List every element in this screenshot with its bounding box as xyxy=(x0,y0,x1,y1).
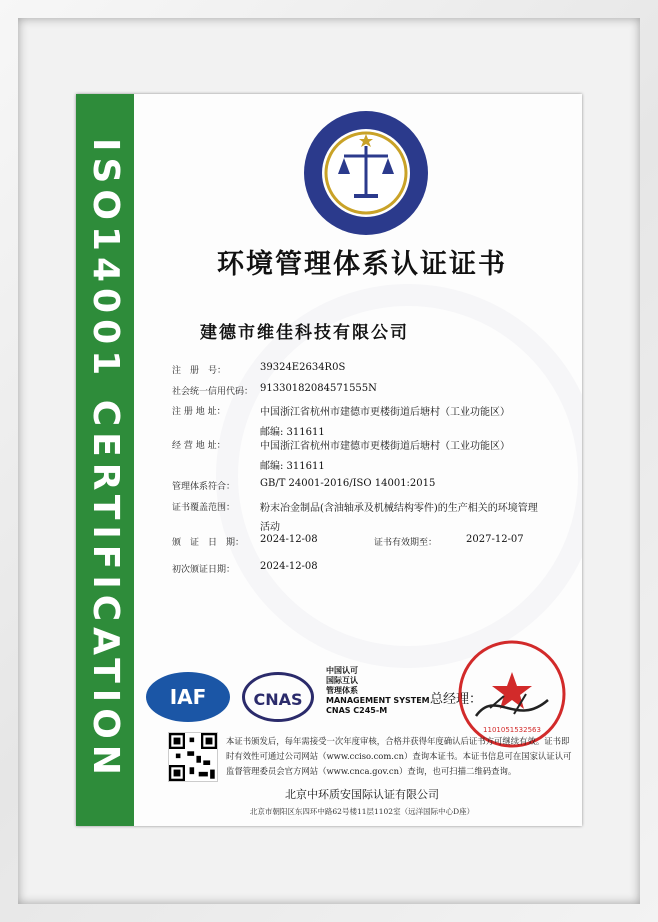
issuer-seal-icon xyxy=(300,108,432,238)
field-label-registration: 注 册 号： xyxy=(172,366,227,376)
iaf-logo: IAF xyxy=(146,672,230,722)
field-label-registered-address: 注 册 地 址： xyxy=(172,407,226,417)
field-value-valid-until: 2027-12-07 xyxy=(466,534,524,545)
field-value-standard: GB/T 24001-2016/ISO 14001:2015 xyxy=(260,478,436,489)
qr-code-icon[interactable] xyxy=(168,732,218,782)
field-value-business-address: 中国浙江省杭州市建德市更楼街道后塘村（工业功能区） xyxy=(260,441,510,452)
cnas-line-4: MANAGEMENT SYSTEM xyxy=(326,696,430,705)
field-label-business-address: 经 营 地 址： xyxy=(172,441,226,451)
general-manager-label: 总经理： xyxy=(430,692,483,707)
field-label-initial-date: 初次颁证日期： xyxy=(172,565,236,575)
issuer-address: 北京市朝阳区东四环中路62号楼11层1102室（远洋国际中心D座） xyxy=(249,807,475,816)
field-label-valid-until: 证书有效期至： xyxy=(374,538,438,548)
certificate-notice: 本证书颁发后，每年需接受一次年度审核，合格并获得年度确认后证书方可继续有效。证书即时有效性可通过公司网站（www.cciso.com.cn）查询本证书。本证书信息可在国家认证认可监督管理委员会官方网站（www.cnca.gov.cn）查询，也可扫描二维码查询。 xyxy=(226,736,572,776)
field-value-scope: 粉末冶金制品(含油轴承及机械结构零件)的生产相关的环境管理 xyxy=(260,503,538,514)
certificate-title: 环境管理体系认证证书 xyxy=(217,249,507,280)
field-label-credit-code: 社会统一信用代码： xyxy=(172,387,254,397)
field-label-scope: 证书覆盖范围： xyxy=(172,503,236,513)
field-value-scope-cont: 活动 xyxy=(260,522,280,533)
field-label-issue-date: 颁 证 日 期： xyxy=(172,538,245,548)
field-value-credit-code: 91330182084571555N xyxy=(260,383,377,394)
cnas-line-5: CNAS C245-M xyxy=(326,706,388,715)
seal-number: 1101051532563 xyxy=(483,726,541,734)
sidebar-text: ISO14001 CERTIFICATION xyxy=(85,138,126,781)
cnas-line-3: 管理体系 xyxy=(326,686,358,695)
field-value-initial-date: 2024-12-08 xyxy=(260,561,318,572)
field-value-issue-date: 2024-12-08 xyxy=(260,534,318,545)
cnas-logo: CNAS xyxy=(242,672,314,722)
issuer-name: 北京中环质安国际认证有限公司 xyxy=(285,788,439,801)
field-label-standard: 管理体系符合： xyxy=(172,482,236,492)
field-value-registration: 39324E2634R0S xyxy=(260,362,346,373)
field-value-registered-address: 中国浙江省杭州市建德市更楼街道后塘村（工业功能区） xyxy=(260,407,510,418)
field-value-business-postcode: 邮编: 311611 xyxy=(260,461,325,472)
green-sidebar xyxy=(76,94,134,826)
certificate-paper xyxy=(76,94,582,826)
cnas-line-2: 国际互认 xyxy=(326,676,358,685)
field-value-registered-postcode: 邮编: 311611 xyxy=(260,427,325,438)
cnas-line-1: 中国认可 xyxy=(326,666,358,675)
company-name: 建德市维佳科技有限公司 xyxy=(200,323,409,343)
cnas-text xyxy=(326,666,430,716)
